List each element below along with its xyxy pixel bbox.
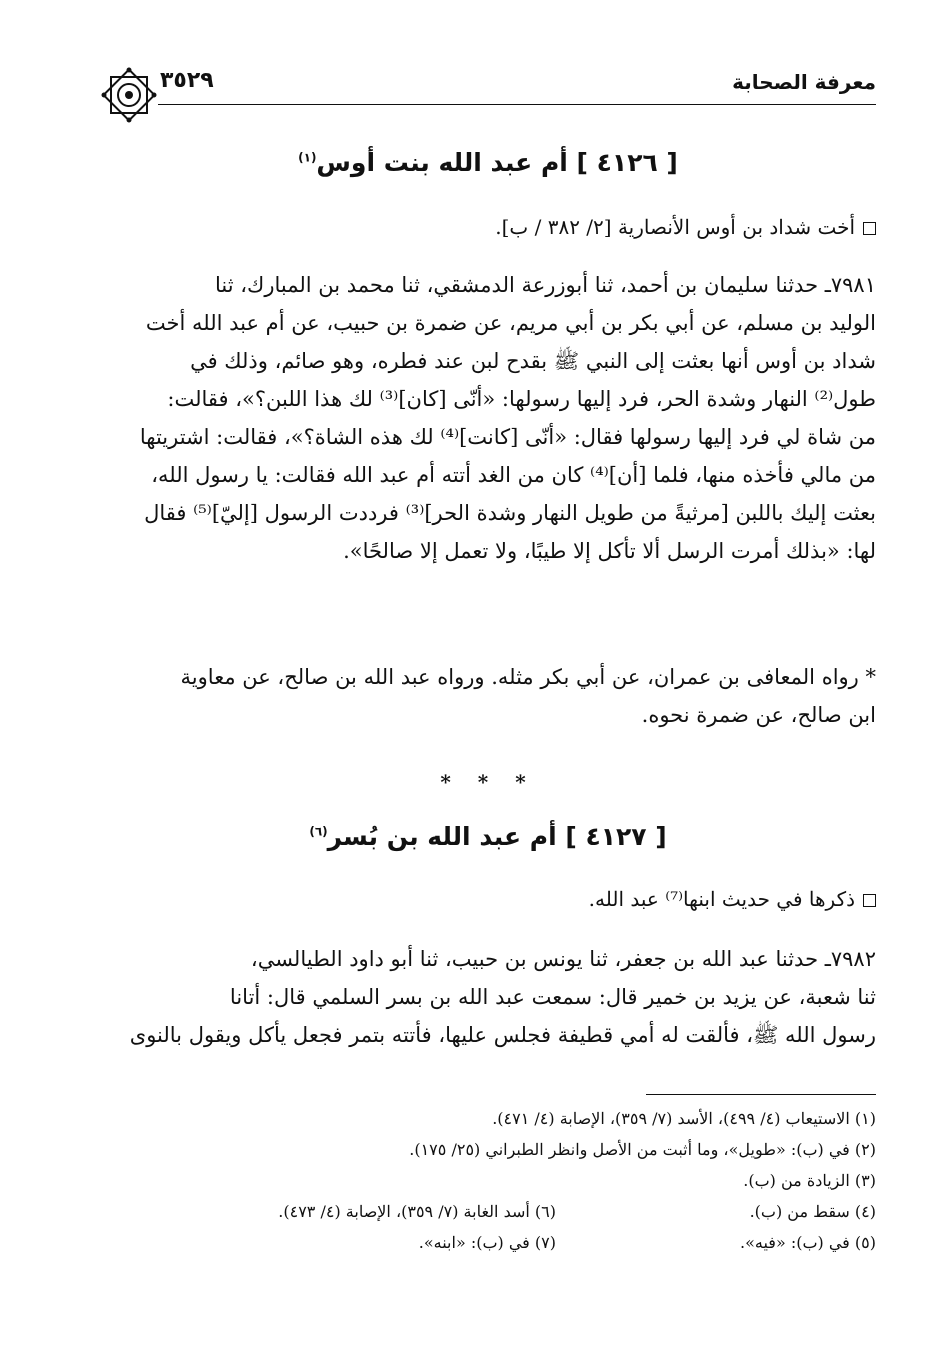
octagram-ornament-icon: [100, 66, 158, 124]
text-line: رسول الله ﷺ، فألقت له أمي قطيفة فجلس عليها، فأتته بتمر فجعل يأكل ويقول بالنوى: [129, 1023, 876, 1047]
hadith-text: [100, 266, 876, 570]
text-line: بعثت إليك باللبن [مرثيةً من طويل النهار وشدة الحر]⁽³⁾ فرددت الرسول [إليّ]⁽⁵⁾ فقال: [144, 501, 876, 525]
section-separator: * * *: [440, 770, 536, 794]
footnote-row: [100, 1165, 876, 1196]
footnote-row: [100, 1103, 876, 1134]
header-rule: [158, 104, 876, 105]
text-line: ٧٩٨١ـ حدثنا سليمان بن أحمد، ثنا أبوزرعة الدمشقي، ثنا محمد بن المبارك، ثنا: [214, 273, 876, 297]
footnote-row: [100, 1196, 876, 1227]
text-line: ٧٩٨٢ـ حدثنا عبد الله بن جعفر، ثنا يونس بن حبيب، ثنا أبو داود الطيالسي،: [250, 947, 876, 971]
footnote: (٦) أسد الغابة (٧/ ٣٥٩)، الإصابة (٤/ ٤٧٣).: [278, 1202, 556, 1221]
text-line: ثنا شعبة، عن يزيد بن خمير قال: سمعت عبد الله بن بسر السلمي قال: أتانا: [229, 985, 876, 1009]
text-line: من مالي فأخذه منها، فلما [أن]⁽⁴⁾ كان من الغد أتته أم عبد الله فقالت: يا رسول الله،: [151, 463, 876, 487]
footnote: (٥) في (ب): «فيه».: [740, 1233, 876, 1252]
text-line: * رواه المعافى بن عمران، عن أبي بكر مثله. ورواه عبد الله بن صالح، عن معاوية: [180, 665, 876, 689]
intro-text: أخت شداد بن أوس الأنصارية [٢/ ٣٨٢ / ب].: [495, 215, 855, 239]
footnote-ref: (٦): [309, 824, 328, 839]
footnote: (٤) سقط من (ب).: [749, 1202, 876, 1221]
narration-text: [100, 658, 876, 734]
footnote: (١) الاستيعاب (٤/ ٤٩٩)، الأسد (٧/ ٣٥٩)، الإصابة (٤/ ٤٧١).: [492, 1109, 876, 1128]
square-bullet-icon: [863, 222, 876, 235]
footnote-row: [100, 1227, 876, 1258]
text-line: لها: «بذلك أمرت الرسل ألا تأكل إلا طيبًا، ولا تعمل إلا صالحًا».: [343, 539, 876, 563]
footnote-rule: [646, 1094, 876, 1095]
text-line: طول⁽²⁾ النهار وشدة الحر، فرد إليها رسولها: «أنّى [كان]⁽³⁾ لك هذا اللبن؟»، فقالت:: [167, 387, 876, 411]
entry-title: [ ٤١٢٧ ] أم عبد الله بن بُسر: [327, 822, 667, 851]
entry-heading: [100, 822, 876, 851]
text-line: ابن صالح، عن ضمرة نحوه.: [641, 703, 876, 727]
entry-intro: [100, 880, 876, 918]
footnote: (٢) في (ب): «طويل»، وما أثبت من الأصل وانظر الطبراني (٢٥/ ١٧٥).: [409, 1140, 876, 1159]
entry-intro: [100, 208, 876, 246]
page-number: ٣٥٢٩: [160, 68, 214, 93]
entry-title: [ ٤١٢٦ ] أم عبد الله بنت أوس: [316, 148, 678, 177]
text-line: من شاة لي فرد إليها رسولها فقال: «أنّى [كانت]⁽⁴⁾ لك هذه الشاة؟»، فقالت: اشتريتها: [139, 425, 876, 449]
footnotes: [100, 1103, 876, 1258]
hadith-text: [100, 940, 876, 1054]
page-header: [100, 58, 876, 128]
footnote: (٧) في (ب): «ابنه».: [418, 1233, 556, 1252]
entry-heading: [100, 148, 876, 177]
intro-text: ذكرها في حديث ابنها⁽⁷⁾ عبد الله.: [588, 887, 855, 911]
text-line: شداد بن أوس أنها بعثت إلى النبي ﷺ بقدح لبن عند فطره، وهو صائم، وذلك في: [190, 349, 876, 373]
square-bullet-icon: [863, 894, 876, 907]
book-title: معرفة الصحابة: [732, 70, 876, 94]
footnote: (٣) الزيادة من (ب).: [743, 1171, 876, 1190]
footnote-row: [100, 1134, 876, 1165]
text-line: الوليد بن مسلم، عن أبي بكر بن أبي مريم، عن ضمرة بن حبيب، عن أم عبد الله أخت: [145, 311, 876, 335]
footnote-ref: (١): [298, 150, 317, 165]
